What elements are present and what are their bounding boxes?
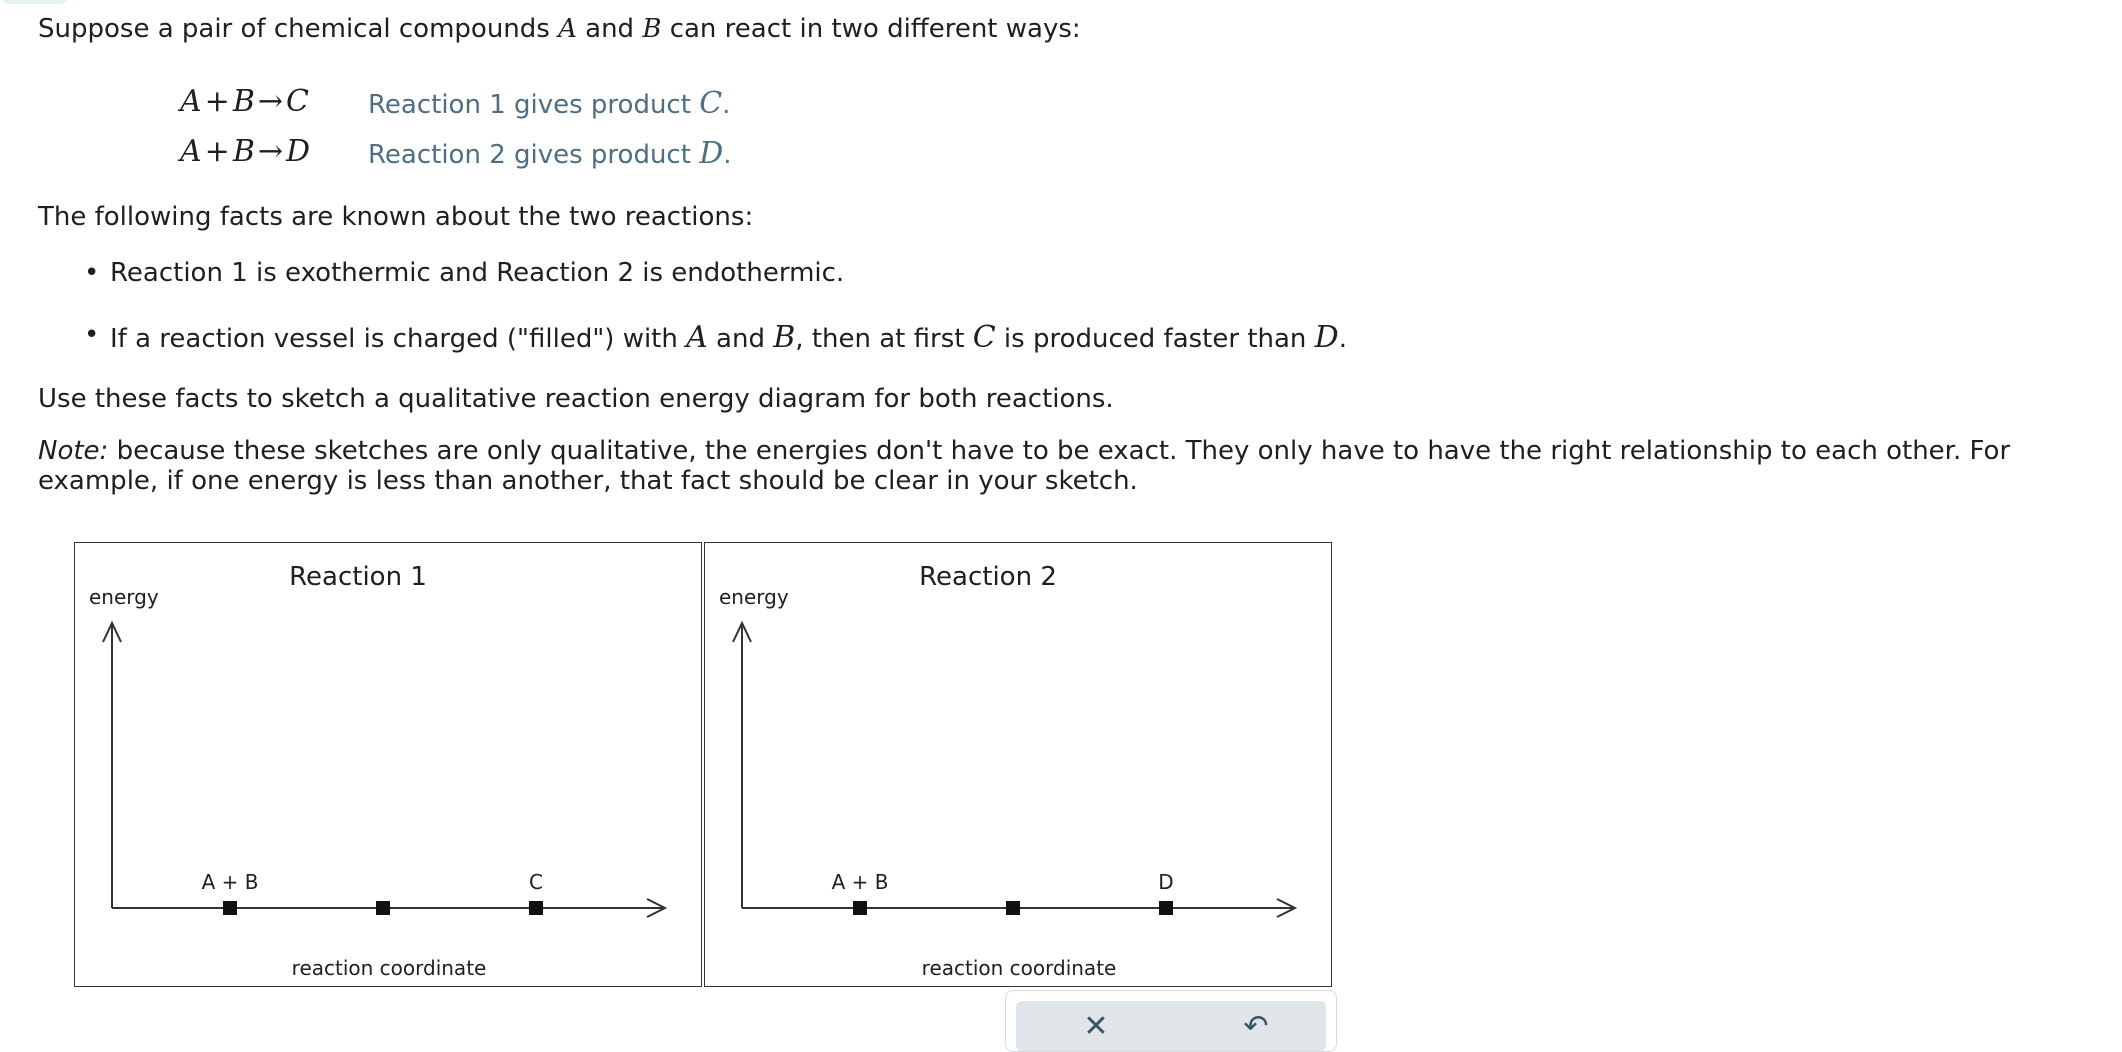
reaction-1-product-label: C [529,870,543,894]
instruction-text: Use these facts to sketch a qualitative reaction energy diagram for both reactions. [38,384,1114,414]
reaction-2-reactant-label: A + B [831,870,889,894]
reaction-1-canvas[interactable] [75,543,703,988]
reaction-1-transition-point[interactable] [376,901,390,915]
reaction-1-reactant-point[interactable] [223,901,237,915]
reaction-2-x-axis-label: reaction coordinate [921,956,1117,980]
clear-button[interactable] [1076,1009,1116,1049]
reaction-1-product-point[interactable] [529,901,543,915]
reaction-1-reactant-label: A + B [201,870,259,894]
reaction-1-title: Reaction 1 [289,562,427,592]
reaction-2-canvas[interactable] [705,543,1333,988]
equation-2-formula: A + B → D [180,134,311,169]
equation-2-note: Reaction 2 gives product D. [368,136,732,171]
equation-1-formula: A + B → C [180,84,309,119]
equation-1-note: Reaction 1 gives product C. [368,86,731,121]
reaction-1-x-axis-label: reaction coordinate [291,956,487,980]
top-tab [0,0,70,4]
intro-text: Suppose a pair of chemical compounds A and B can react in two different ways: [38,14,1081,44]
note-text: Note: because these sketches are only qualitative, the energies don't have to be exact. They only have to have the right relationship to each other. For example, if one energy is less than another, that fact should be clear in your sketch. [38,436,2011,496]
facts-intro: The following facts are known about the two reactions: [38,202,754,232]
reaction-2-product-label: D [1158,870,1174,894]
reaction-1-diagram[interactable] [74,542,702,987]
reaction-2-transition-point[interactable] [1006,901,1020,915]
reaction-2-y-axis-label: energy [719,585,789,609]
reaction-2-title: Reaction 2 [919,562,1057,592]
reaction-2-product-point[interactable] [1159,901,1173,915]
fact-item-1: • Reaction 1 is exothermic and Reaction 2 is endothermic. [60,258,844,288]
reaction-2-diagram[interactable] [704,542,1332,987]
answer-toolbar-inner [1016,1001,1326,1051]
close-icon: ✕ [1083,1009,1109,1044]
fact-item-2: • If a reaction vessel is charged ("filled") with A and B, then at first C is produced faster than D. [60,320,1347,355]
reaction-2-reactant-point[interactable] [853,901,867,915]
reaction-1-y-axis-label: energy [89,585,159,609]
answer-toolbar [1005,990,1337,1052]
undo-icon: ↶ [1243,1009,1269,1044]
undo-button[interactable] [1236,1009,1276,1049]
